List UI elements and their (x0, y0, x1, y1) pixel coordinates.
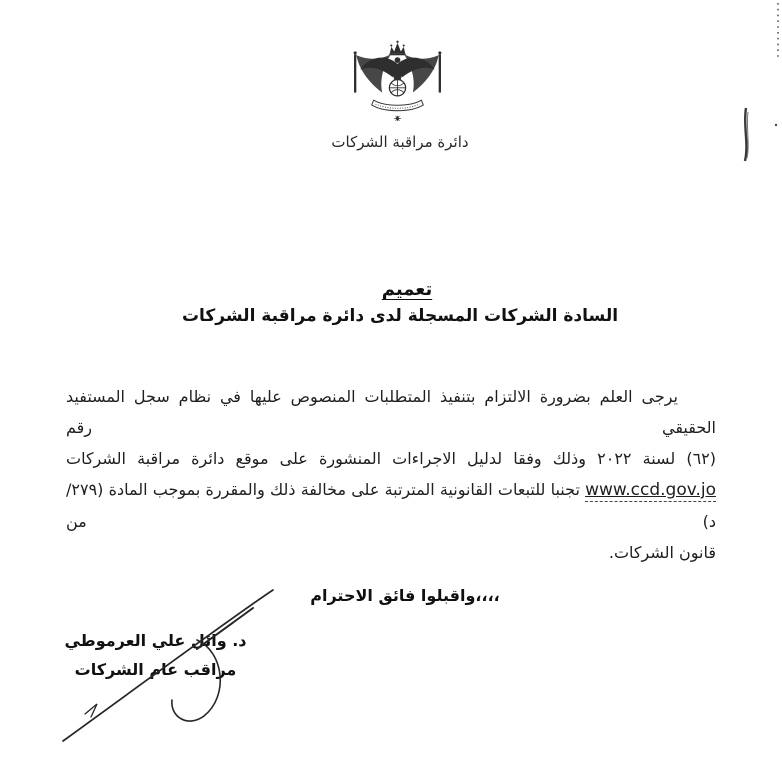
addressee-line: السادة الشركات المسجلة لدى دائرة مراقبة الشركات (181, 306, 619, 326)
body-line-2: (٦٢) لسنة ٢٠٢٢ وذلك وفقا لدليل الاجراءات المنشورة على موقع دائرة مراقبة الشركات (66, 449, 717, 468)
body-line-1: يرجى العلم بضرورة الالتزام بتنفيذ المتطلبات المنصوص عليها في نظام سجل المستفيد الحقيقي رقم (66, 387, 716, 437)
department-name: دائرة مراقبة الشركات (331, 133, 469, 151)
closing-row (0, 586, 782, 605)
signatory-block (48, 630, 263, 681)
jordan-coat-of-arms-icon (349, 40, 446, 126)
addressee-row (0, 306, 782, 326)
body-line-4: قانون الشركات. (608, 543, 716, 562)
body-line-3-text: تجنبا للتبعات القانونية المترتبة على مخالفة ذلك والمقررة بموجب المادة (٢٧٩/د) من (66, 480, 716, 531)
body-line-3 (66, 474, 716, 537)
signatory-name: د. وائل علي العرموطي (64, 631, 247, 650)
scan-artifact-scratch (745, 108, 777, 161)
website-link: www.ccd.gov.jo (585, 480, 716, 500)
circular-title: تعميم (381, 279, 433, 300)
closing-line: واقبلوا فائق الاحترام،،،، (310, 586, 500, 605)
signatory-title: مراقب عام الشركات (74, 660, 237, 679)
circular-title-row (0, 279, 782, 300)
body-paragraph (66, 381, 716, 568)
